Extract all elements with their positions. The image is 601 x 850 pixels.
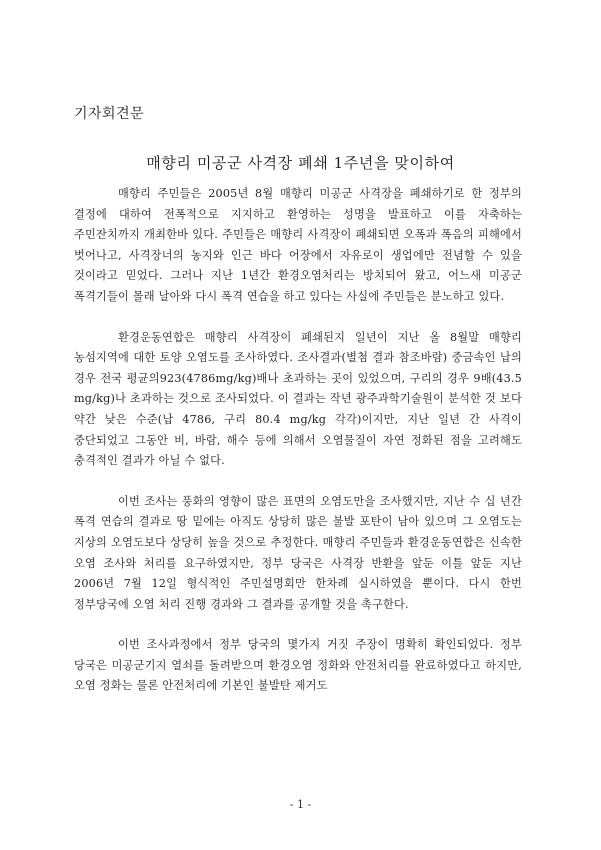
paragraph: 이번 조사과정에서 정부 당국의 몇가지 거짓 주장이 명확히 확인되었다. 정부 당국은 미공군기지 열쇠를 돌려받으며 환경오염 정화와 안전처리를 완료하였다고 하지만, 오염 정화는 물론 안전처리에 기본인 불발탄 제거도 <box>74 638 522 693</box>
paragraph: 매향리 주민들은 2005년 8월 매향리 미공군 사격장을 폐쇄하기로 한 정부의 결정에 대하여 전폭적으로 지지하고 환영하는 성명을 발표하고 이를 자축하는 주민잔치까지 개최한바 있다. 주민들은 매향리 사격장이 폐쇄되면 오폭과 폭음의 피해에서 벗어나고, 사격장너의 농지와 인근 바다 어장에서 자유로이 생업에만 전념할 수 있을 것이라고 믿었다. 그러나 지난 1년간 환경오염처리는 방치되어 왔고, 어느새 미공군 폭격기들이 몰래 날아와 다시 폭격 연습을 하고 있다는 사실에 주민들은 분노하고 있다. <box>74 187 522 303</box>
paragraph: 이번 조사는 풍화의 영향이 많은 표면의 오염도만을 조사했지만, 지난 수 십 년간 폭격 연습의 결과로 땅 밑에는 아직도 상당히 많은 불발 포탄이 남아 있으며 그 오염도는 지상의 오염도보다 상당히 높을 것으로 추정한다. 매향리 주민들과 환경운동연합은 신속한 오염 조사와 처리를 요구하였지만, 정부 당국은 사격장 반환을 앞둔 이틀 앞둔 지난 2006년 7월 12일 형식적인 주민설명회만 한차례 실시하였을 뿐이다. 다시 한번 정부당국에 오염 처리 진행 경과와 그 결과를 공개할 것을 촉구한다. <box>74 494 522 611</box>
document-title: 매향리 미공군 사격장 폐쇄 1주년을 맞이하여 <box>146 154 455 172</box>
header-label: 기자회견문 <box>74 106 145 122</box>
paragraph: 환경운동연합은 매향리 사격장이 폐쇄된지 일년이 지난 올 8월말 매향리 농섬지역에 대한 토양 오염도를 조사하였다. 조사결과(별첨 결과 참조바람) 중금속인 납의 경우 전국 평균의923(4786mg/kg)배나 초과하는 곳이 있었으며, 구리의 경우 9배(43.5 mg/kg)나 초과하는 것으로 조사되었다. 이 결과는 작년 광주과학기술원이 분석한 것 보다 약간 낮은 수준(납 4786, 구리 80.4 mg/kg 각각)이지만, 지난 일년 간 사격이 중단되었고 그동안 비, 바람, 해수 등에 의해서 오염물질이 자연 정화된 점을 고려해도 충격적인 결과가 아닐 수 없다. <box>74 330 522 468</box>
document-body <box>74 184 522 697</box>
page-number: - 1 - <box>289 798 312 811</box>
